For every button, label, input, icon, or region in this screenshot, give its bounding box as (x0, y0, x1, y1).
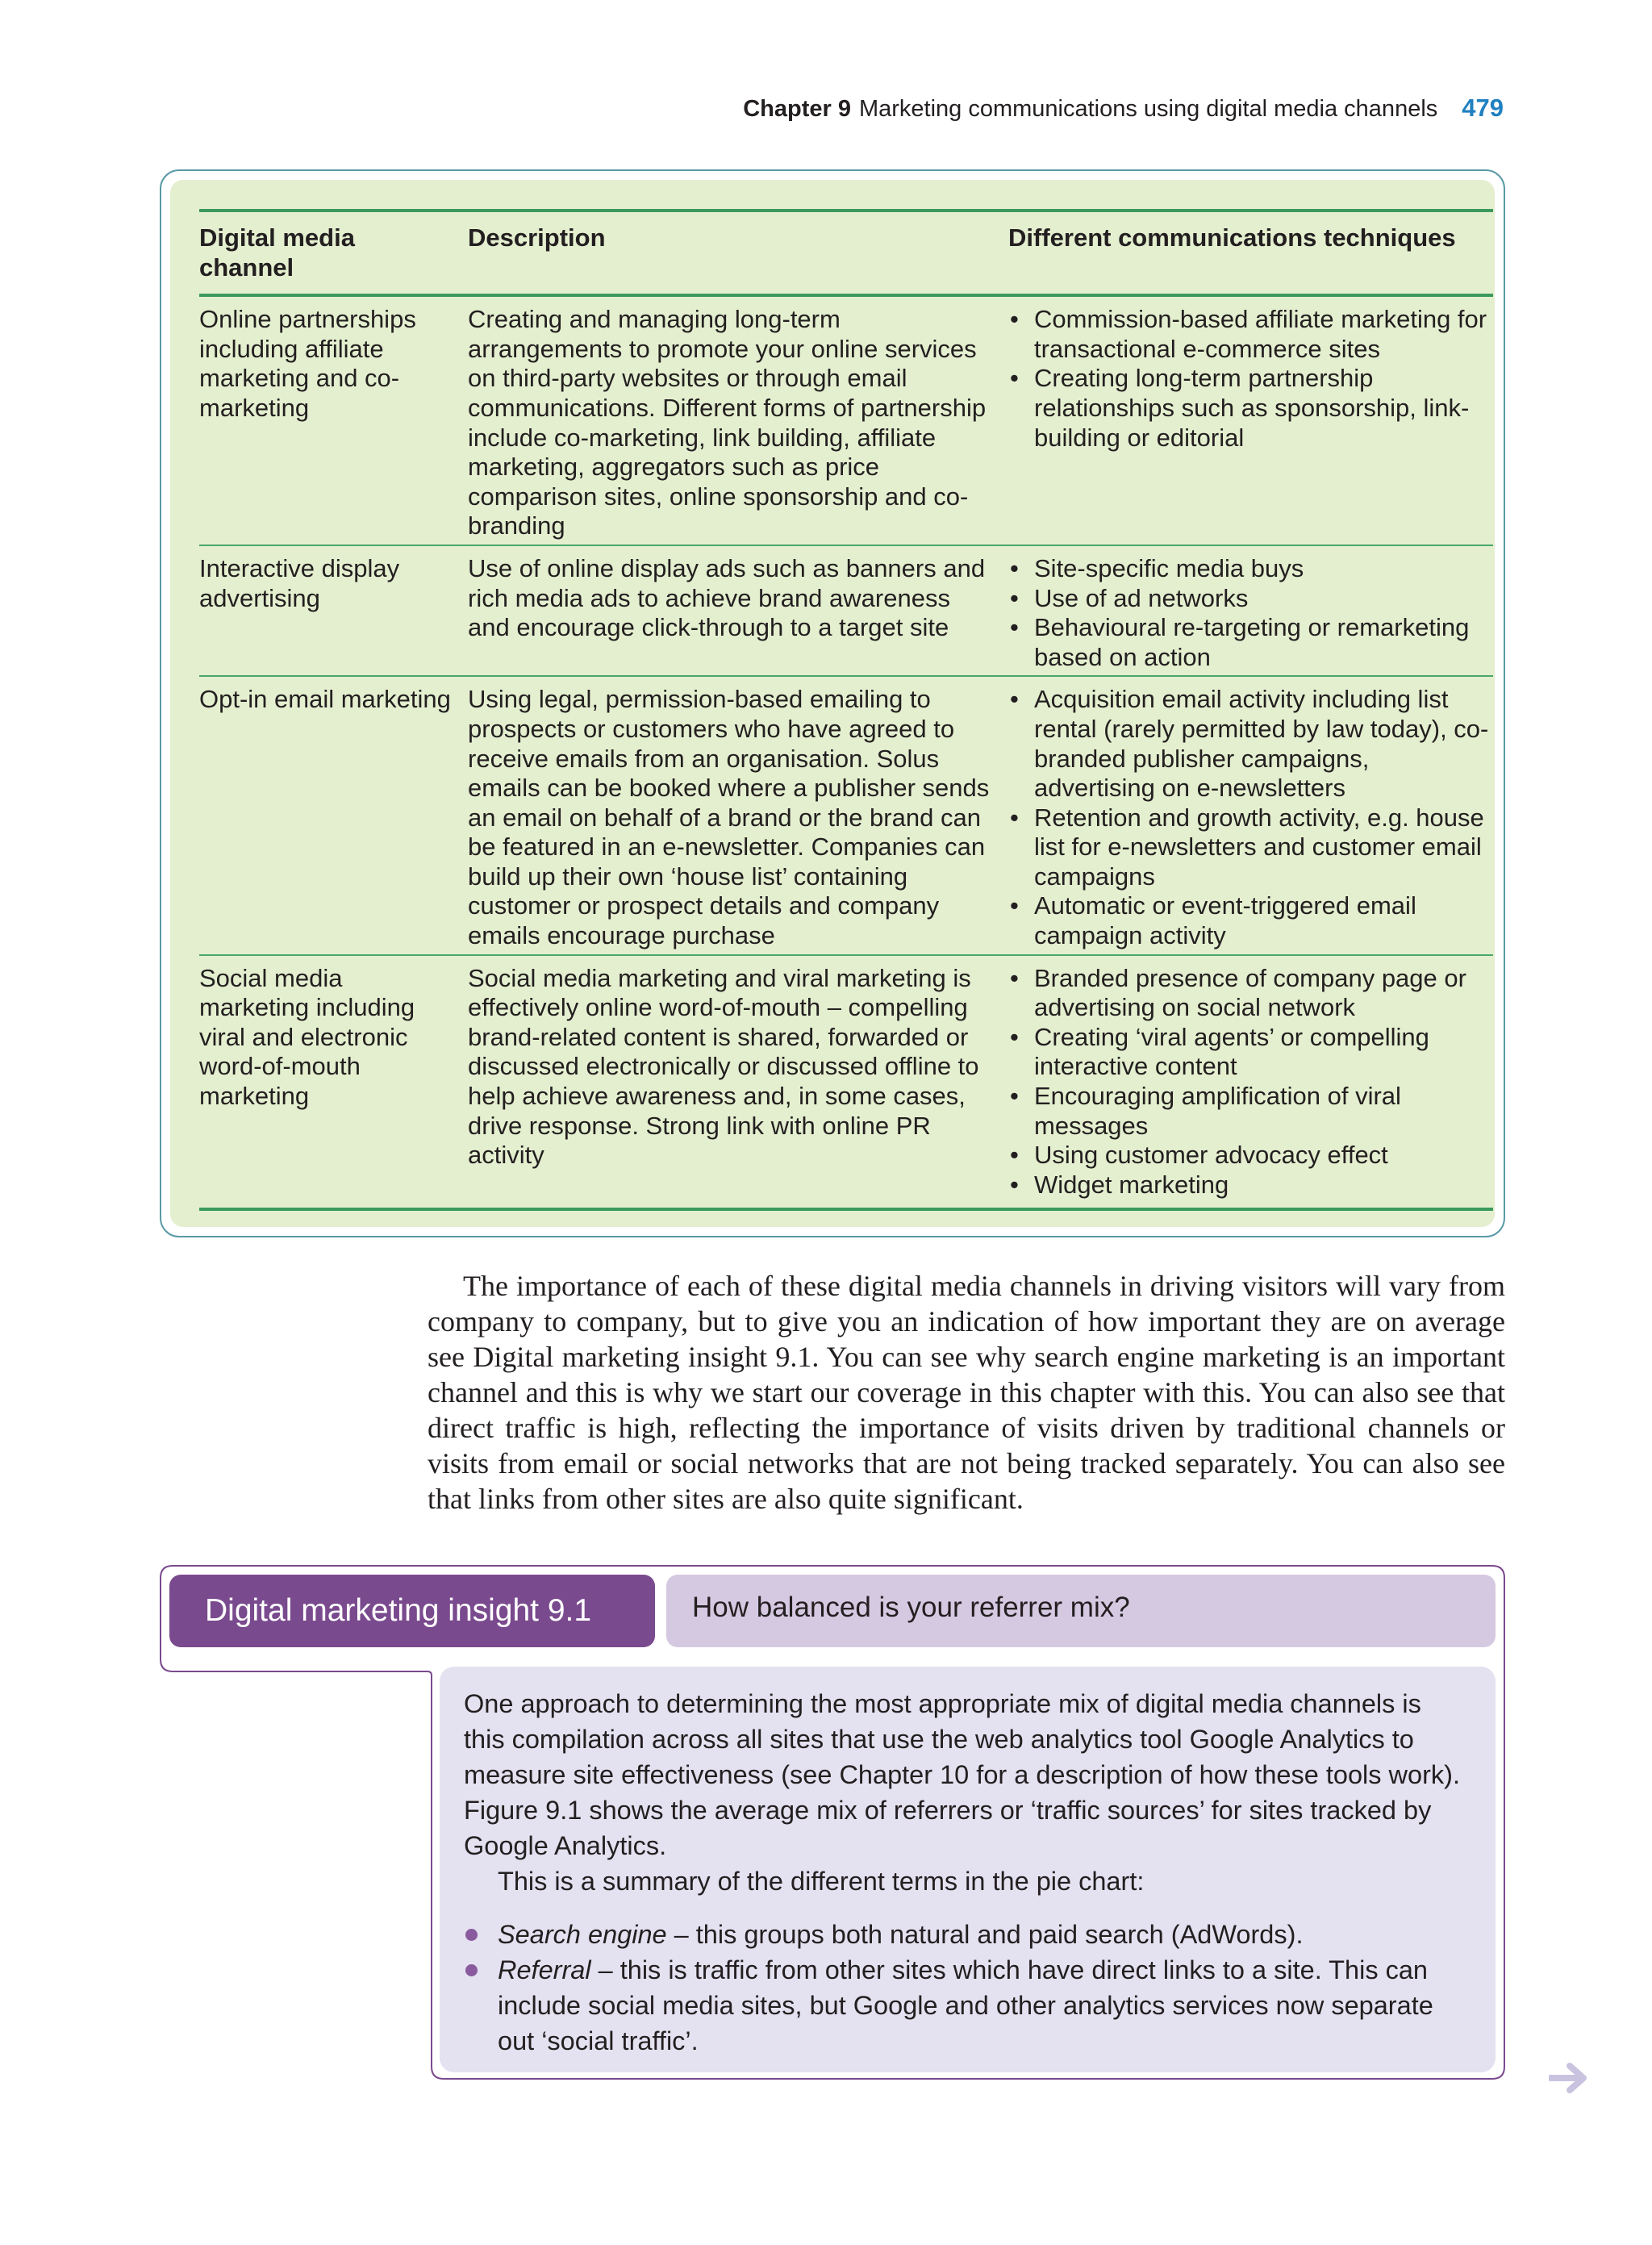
chapter-number: Chapter 9 (743, 96, 851, 122)
technique-item: • Use of ad networks (1008, 584, 1493, 614)
term-definition: – this is traffic from other sites which have direct links to a site. This can include social media sites, but Google and other analytics services now separate out ‘social traffic’. (498, 1955, 1433, 2055)
techniques-list (1008, 964, 1493, 1200)
column-header-channel: Digital media channel (199, 223, 355, 282)
techniques-cell (1008, 545, 1493, 676)
term-definition: – this groups both natural and paid search (AdWords). (666, 1920, 1304, 1949)
technique-item: • Encouraging amplification of viral messages (1008, 1082, 1493, 1141)
arrow-right-icon (1549, 2062, 1589, 2094)
table-header-row (199, 211, 1493, 295)
column-header-description: Description (468, 223, 606, 252)
list-item (464, 1917, 1468, 1952)
technique-item: • Acquisition email activity including list rental (rarely permitted by law today), co-branded publisher campaigns, advertising on e-newsletters (1008, 685, 1493, 803)
insight-paragraph: This is a summary of the different terms in the pie chart: (498, 1867, 1145, 1896)
channel-cell: Social media marketing including viral and electronic word-of-mouth marketing (199, 963, 415, 1111)
table-row (199, 295, 1493, 545)
description-cell: Social media marketing and viral marketing is effectively online word-of-mouth – compelling brand-related content is shared, forwarded or discussed electronically or discussed offline to help achieve awareness and, in some cases, drive response. Strong link with online PR activity (468, 963, 979, 1170)
channel-cell: Online partnerships including affiliate marketing and co-marketing (199, 305, 416, 422)
technique-item: • Behavioural re-targeting or remarketing based on action (1008, 613, 1493, 672)
techniques-list (1008, 305, 1493, 453)
insight-body (440, 1667, 1496, 2072)
technique-item: • Automatic or event-triggered email campaign activity (1008, 891, 1493, 950)
term: Search engine (498, 1920, 667, 1949)
techniques-list (1008, 554, 1493, 672)
table-row (199, 676, 1493, 954)
table-row (199, 955, 1493, 1210)
techniques-cell (1008, 295, 1493, 545)
techniques-cell (1008, 676, 1493, 954)
page-number: 479 (1462, 94, 1504, 122)
term: Referral (498, 1955, 591, 1984)
description-cell: Creating and managing long-term arrangements to promote your online services on third-party websites or through email communications. Different forms of partnership include co-marketing, link building, affiliate marketing, aggregators such as price comparison sites, online sponsorship and co-branding (468, 305, 987, 540)
technique-item: • Creating long-term partnership relationships such as sponsorship, link-building or editorial (1008, 364, 1493, 453)
description-cell: Using legal, permission-based emailing to prospects or customers who have agreed to receive emails from an organisation. Solus emails can be booked where a publisher sends an email on behalf of a brand or the brand can be featured in an e-newsletter. Companies can build up their own ‘house list’ containing customer or prospect details and company emails encourage purchase (468, 685, 990, 950)
technique-item: • Using customer advocacy effect (1008, 1141, 1493, 1170)
insight-label: Digital marketing insight 9.1 (169, 1575, 655, 1647)
insight-heading: How balanced is your referrer mix? (666, 1575, 1496, 1647)
table-background (170, 180, 1495, 1227)
techniques-list (1008, 685, 1493, 950)
technique-item: • Branded presence of company page or advertising on social network (1008, 964, 1493, 1023)
running-header (743, 94, 1504, 123)
bullet-dot-icon (465, 1929, 478, 1941)
table-row (199, 545, 1493, 676)
techniques-cell (1008, 955, 1493, 1210)
technique-item: • Commission-based affiliate marketing for transactional e-commerce sites (1008, 305, 1493, 364)
column-header-techniques: Different communications techniques (1008, 223, 1456, 252)
insight-paragraph: One approach to determining the most appropriate mix of digital media channels is this compilation across all sites that use the web analytics tool Google Analytics to measure site effectiveness (see Chapter 10 for a description of how these tools work). Figure 9.1 shows the average mix of referrers or ‘traffic sources’ for sites tracked by Google Analytics. (464, 1689, 1461, 1860)
insight-term-list (464, 1917, 1468, 2059)
bullet-dot-icon (465, 1964, 478, 1976)
description-cell: Use of online display ads such as banners and rich media ads to achieve brand awareness and encourage click-through to a target site (468, 553, 986, 642)
list-item (464, 1952, 1468, 2059)
channels-table (199, 209, 1493, 1211)
body-paragraph: The importance of each of these digital media channels in driving visitors will vary from company to company, but to give you an indication of how important they are on average see Digital marketing insight 9.1. You can see why search engine marketing is an important channel and this is why we start our coverage in this chapter with this. You can also see that direct traffic is high, reflecting the importance of visits driven by traditional channels or visits from email or social networks that are not being tracked separately. You can also see that links from other sites are also quite significant. (428, 1270, 1505, 1515)
table-panel (160, 169, 1505, 1237)
channel-cell: Opt-in email marketing (199, 685, 451, 714)
technique-item: • Widget marketing (1008, 1170, 1493, 1200)
channel-cell: Interactive display advertising (199, 553, 400, 612)
chapter-title: Marketing communications using digital media channels (858, 96, 1438, 122)
technique-item: • Retention and growth activity, e.g. house list for e-newsletters and customer email campaigns (1008, 803, 1493, 892)
technique-item: • Creating ‘viral agents’ or compelling interactive content (1008, 1023, 1493, 1082)
technique-item: • Site-specific media buys (1008, 554, 1493, 584)
